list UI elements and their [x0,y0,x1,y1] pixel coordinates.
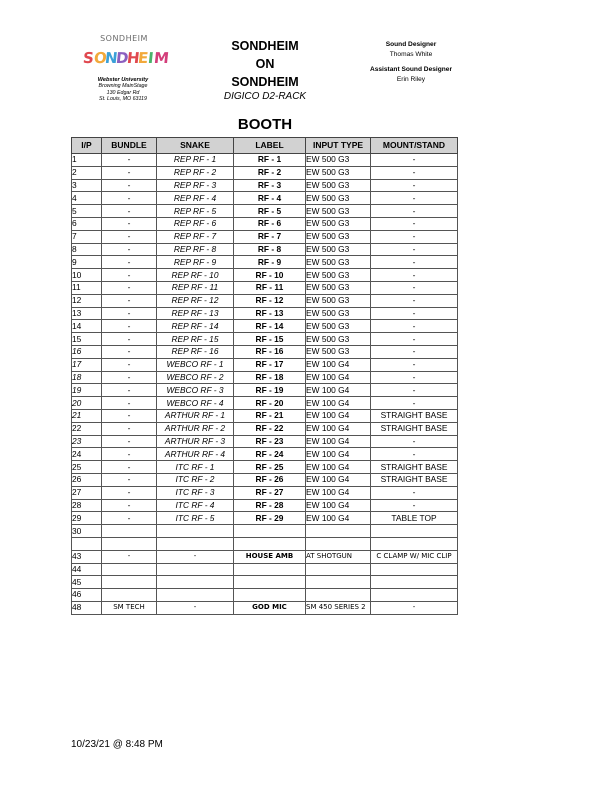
row-label: RF - 18 [234,371,306,384]
table-header-row [72,138,458,154]
row-label [234,525,306,538]
row-ip: 7 [72,230,102,243]
row-input-type: EW 100 G4 [306,473,371,486]
row-label: RF - 16 [234,345,306,358]
row-snake: REP RF - 5 [157,205,234,218]
row-mount-stand: C CLAMP W/ MIC CLIP [371,550,458,563]
row-mount-stand: - [371,371,458,384]
table-row [72,550,458,563]
row-snake [157,537,234,550]
row-input-type: EW 100 G4 [306,397,371,410]
row-mount-stand: - [371,345,458,358]
row-snake: WEBCO RF - 1 [157,358,234,371]
row-ip: 6 [72,217,102,230]
row-label: RF - 5 [234,205,306,218]
row-snake: WEBCO RF - 4 [157,397,234,410]
row-mount-stand: - [371,499,458,512]
row-ip: 12 [72,294,102,307]
row-label: RF - 8 [234,243,306,256]
row-input-type: EW 500 G3 [306,217,371,230]
row-input-type: EW 100 G4 [306,409,371,422]
venue-name: Webster University [97,77,149,83]
row-bundle: - [102,384,157,397]
table-row [72,294,458,307]
row-label: RF - 21 [234,409,306,422]
row-ip: 5 [72,205,102,218]
row-bundle [102,525,157,538]
table-row [72,281,458,294]
table-row [72,358,458,371]
row-bundle: - [102,486,157,499]
row-mount-stand: - [371,269,458,282]
venue-stage: Browning MainStage [98,83,148,90]
table-row [72,320,458,333]
row-input-type [306,563,371,576]
row-ip: 23 [72,435,102,448]
row-label: RF - 24 [234,448,306,461]
row-label: HOUSE AMB [234,550,306,563]
row-label: RF - 17 [234,358,306,371]
table-row [72,179,458,192]
row-mount-stand: - [371,397,458,410]
show-logo [82,34,170,74]
row-ip: 48 [72,601,102,614]
row-ip: 11 [72,281,102,294]
row-input-type: EW 100 G4 [306,371,371,384]
row-mount-stand: - [371,448,458,461]
row-input-type: EW 100 G4 [306,512,371,525]
row-bundle: - [102,461,157,474]
row-input-type: EW 500 G3 [306,166,371,179]
section-title: BOOTH [237,116,293,133]
column-header-ip: I/P [72,138,102,154]
row-bundle: - [102,397,157,410]
row-mount-stand: - [371,205,458,218]
row-snake: ITC RF - 4 [157,499,234,512]
row-snake: ITC RF - 3 [157,486,234,499]
row-ip: 20 [72,397,102,410]
row-snake: REP RF - 1 [157,154,234,167]
row-snake: ITC RF - 1 [157,461,234,474]
logo-letter: E [137,49,150,67]
venue-city: St. Louis, MO 63119 [99,95,147,102]
logo-wordmark [82,45,170,71]
row-mount-stand: - [371,486,458,499]
row-label: RF - 29 [234,512,306,525]
table-row [72,512,458,525]
row-input-type [306,576,371,589]
row-mount-stand: - [371,358,458,371]
row-bundle: - [102,256,157,269]
table-row [72,448,458,461]
logo-letter: H [126,49,141,67]
table-row [72,192,458,205]
row-bundle [102,576,157,589]
credit-role-assistant: Assistant Sound Designer [369,66,453,73]
row-label: RF - 15 [234,333,306,346]
row-label: RF - 26 [234,473,306,486]
row-ip: 45 [72,576,102,589]
row-label: RF - 1 [234,154,306,167]
row-mount-stand: - [371,179,458,192]
row-ip: 16 [72,345,102,358]
column-header-input-type: INPUT TYPE [306,138,371,154]
row-mount-stand: - [371,307,458,320]
row-mount-stand: - [371,256,458,269]
logo-letter: S [82,49,95,67]
row-ip: 10 [72,269,102,282]
table-row [72,243,458,256]
row-input-type: EW 500 G3 [306,154,371,167]
row-bundle: - [102,179,157,192]
row-mount-stand: - [371,384,458,397]
show-title [205,37,325,91]
row-label [234,537,306,550]
row-snake: REP RF - 6 [157,217,234,230]
row-label: RF - 19 [234,384,306,397]
table-row [72,256,458,269]
row-input-type: EW 500 G3 [306,230,371,243]
row-bundle: - [102,473,157,486]
row-bundle: - [102,281,157,294]
row-input-type: EW 500 G3 [306,243,371,256]
row-snake: ITC RF - 2 [157,473,234,486]
row-input-type [306,537,371,550]
row-snake [157,576,234,589]
table-row [72,166,458,179]
row-ip: 22 [72,422,102,435]
row-label: RF - 13 [234,307,306,320]
table-row [72,525,458,538]
column-header-snake: SNAKE [157,138,234,154]
row-label: RF - 14 [234,320,306,333]
row-snake: REP RF - 15 [157,333,234,346]
row-snake: REP RF - 14 [157,320,234,333]
row-ip: 17 [72,358,102,371]
row-snake: REP RF - 11 [157,281,234,294]
row-ip: 21 [72,409,102,422]
row-input-type: EW 500 G3 [306,192,371,205]
row-bundle [102,537,157,550]
row-input-type: EW 500 G3 [306,333,371,346]
row-label: RF - 25 [234,461,306,474]
row-bundle: - [102,333,157,346]
row-snake: REP RF - 2 [157,166,234,179]
row-label: RF - 12 [234,294,306,307]
row-bundle: - [102,243,157,256]
row-mount-stand: - [371,435,458,448]
row-label: RF - 20 [234,397,306,410]
row-mount-stand: - [371,281,458,294]
credits [355,40,467,85]
row-mount-stand: - [371,294,458,307]
row-snake: ARTHUR RF - 3 [157,435,234,448]
row-snake: - [157,550,234,563]
row-mount-stand: - [371,320,458,333]
row-mount-stand: - [371,333,458,346]
column-header-label: LABEL [234,138,306,154]
row-input-type: EW 100 G4 [306,435,371,448]
row-bundle: - [102,512,157,525]
row-input-type: SM 450 SERIES 2 [306,601,371,614]
logo-letter: M [152,49,170,67]
row-ip: 46 [72,589,102,602]
credit-role-sound-designer: Sound Designer [385,41,437,48]
row-input-type: EW 500 G3 [306,205,371,218]
table-row [72,154,458,167]
row-label: RF - 27 [234,486,306,499]
table-row [72,205,458,218]
row-ip: 9 [72,256,102,269]
row-snake: - [157,601,234,614]
row-bundle: - [102,205,157,218]
row-ip: 1 [72,154,102,167]
row-mount-stand: STRAIGHT BASE [371,461,458,474]
row-bundle [102,589,157,602]
logo-letter: N [104,49,119,67]
row-bundle: - [102,154,157,167]
logo-top-text: SONDHEIM [100,34,148,43]
table-row [72,486,458,499]
row-label: RF - 6 [234,217,306,230]
row-bundle: - [102,358,157,371]
row-ip: 29 [72,512,102,525]
row-input-type: EW 500 G3 [306,179,371,192]
table-row [72,307,458,320]
row-snake: REP RF - 4 [157,192,234,205]
column-header-bundle: BUNDLE [102,138,157,154]
row-input-type: EW 500 G3 [306,320,371,333]
row-input-type: EW 100 G4 [306,384,371,397]
row-ip: 2 [72,166,102,179]
row-snake [157,589,234,602]
row-label: RF - 3 [234,179,306,192]
row-bundle: - [102,550,157,563]
row-input-type: EW 100 G4 [306,358,371,371]
table-row [72,435,458,448]
row-input-type: EW 100 G4 [306,499,371,512]
table-row [72,345,458,358]
table-row [72,576,458,589]
row-label: RF - 2 [234,166,306,179]
logo-letter: O [93,49,108,67]
table-row [72,499,458,512]
row-snake: WEBCO RF - 2 [157,371,234,384]
row-ip [72,537,102,550]
title-line-3: SONDHEIM [231,75,299,89]
row-bundle: - [102,422,157,435]
row-input-type: EW 500 G3 [306,281,371,294]
table-row [72,422,458,435]
row-label [234,589,306,602]
row-mount-stand: - [371,217,458,230]
row-mount-stand [371,589,458,602]
logo-letter: D [115,49,130,67]
row-label: RF - 4 [234,192,306,205]
row-ip: 30 [72,525,102,538]
row-snake: REP RF - 13 [157,307,234,320]
table-row [72,269,458,282]
row-input-type: EW 500 G3 [306,345,371,358]
row-input-type: AT SHOTGUN [306,550,371,563]
row-bundle: - [102,269,157,282]
table-row [72,384,458,397]
row-ip: 13 [72,307,102,320]
title-line-2: ON [255,57,275,71]
row-ip: 3 [72,179,102,192]
row-snake [157,563,234,576]
row-bundle: - [102,217,157,230]
row-bundle: - [102,409,157,422]
row-snake: REP RF - 7 [157,230,234,243]
table-row [72,217,458,230]
row-ip: 44 [72,563,102,576]
row-snake: REP RF - 3 [157,179,234,192]
row-snake: REP RF - 9 [157,256,234,269]
row-ip: 24 [72,448,102,461]
row-input-type [306,589,371,602]
row-mount-stand: - [371,192,458,205]
row-mount-stand: - [371,230,458,243]
row-ip: 14 [72,320,102,333]
row-mount-stand: STRAIGHT BASE [371,409,458,422]
row-input-type: EW 500 G3 [306,256,371,269]
row-ip: 26 [72,473,102,486]
row-mount-stand [371,576,458,589]
row-mount-stand: - [371,243,458,256]
patch-table [71,137,458,615]
row-snake: ARTHUR RF - 1 [157,409,234,422]
row-label: RF - 7 [234,230,306,243]
row-bundle: - [102,345,157,358]
row-mount-stand: STRAIGHT BASE [371,473,458,486]
row-mount-stand: STRAIGHT BASE [371,422,458,435]
row-snake: ITC RF - 5 [157,512,234,525]
row-input-type: EW 100 G4 [306,461,371,474]
table-row [72,461,458,474]
row-bundle: - [102,307,157,320]
row-label [234,563,306,576]
row-bundle: - [102,294,157,307]
row-snake: REP RF - 8 [157,243,234,256]
table-row [72,563,458,576]
row-ip: 28 [72,499,102,512]
credit-name-sound-designer: Thomas White [389,51,433,58]
row-label: RF - 9 [234,256,306,269]
row-bundle: - [102,192,157,205]
row-label [234,576,306,589]
row-bundle: - [102,230,157,243]
title-line-1: SONDHEIM [231,39,299,53]
row-bundle: - [102,499,157,512]
row-ip: 18 [72,371,102,384]
row-bundle: - [102,448,157,461]
row-label: GOD MIC [234,601,306,614]
row-bundle: - [102,435,157,448]
row-input-type [306,525,371,538]
row-ip: 25 [72,461,102,474]
row-ip: 8 [72,243,102,256]
row-snake: ARTHUR RF - 4 [157,448,234,461]
table-row [72,333,458,346]
row-label: RF - 28 [234,499,306,512]
logo-letter: I [147,49,155,67]
row-mount-stand [371,525,458,538]
row-snake: REP RF - 16 [157,345,234,358]
table-row [72,371,458,384]
row-bundle: - [102,166,157,179]
row-snake: REP RF - 10 [157,269,234,282]
print-timestamp: 10/23/21 @ 8:48 PM [71,739,163,750]
row-mount-stand: TABLE TOP [371,512,458,525]
row-label: RF - 10 [234,269,306,282]
row-mount-stand [371,537,458,550]
row-input-type: EW 100 G4 [306,422,371,435]
row-mount-stand: - [371,154,458,167]
column-header-mount-stand: MOUNT/STAND [371,138,458,154]
row-label: RF - 11 [234,281,306,294]
row-bundle [102,563,157,576]
row-ip: 27 [72,486,102,499]
row-ip: 19 [72,384,102,397]
venue-info [80,77,166,102]
table-row [72,230,458,243]
row-input-type: EW 500 G3 [306,307,371,320]
row-ip: 4 [72,192,102,205]
row-snake: WEBCO RF - 3 [157,384,234,397]
row-bundle: - [102,320,157,333]
table-row [72,473,458,486]
table-row [72,589,458,602]
venue-street: 130 Edgar Rd [106,89,140,96]
row-label: RF - 22 [234,422,306,435]
row-input-type: EW 100 G4 [306,448,371,461]
row-snake: ARTHUR RF - 2 [157,422,234,435]
credit-name-assistant: Erin Riley [396,76,426,83]
row-snake: REP RF - 12 [157,294,234,307]
console-name: DIGICO D2-RACK [223,91,307,102]
row-input-type: EW 500 G3 [306,269,371,282]
row-input-type: EW 500 G3 [306,294,371,307]
table-row [72,601,458,614]
table-row [72,537,458,550]
row-bundle: - [102,371,157,384]
row-ip: 15 [72,333,102,346]
row-mount-stand [371,563,458,576]
row-snake [157,525,234,538]
row-label: RF - 23 [234,435,306,448]
row-input-type: EW 100 G4 [306,486,371,499]
row-ip: 43 [72,550,102,563]
table-row [72,409,458,422]
row-mount-stand: - [371,601,458,614]
table-row [72,397,458,410]
row-bundle: SM TECH [102,601,157,614]
row-mount-stand: - [371,166,458,179]
